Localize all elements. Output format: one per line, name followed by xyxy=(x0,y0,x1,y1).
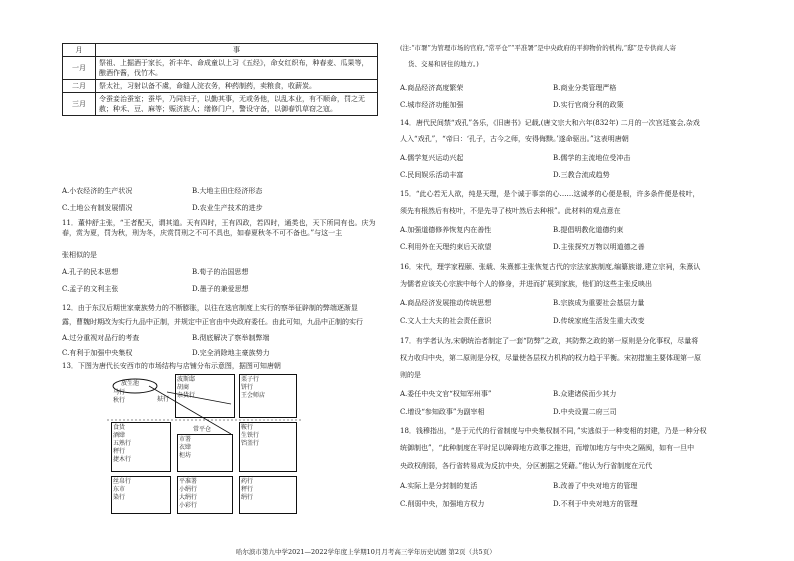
q13-option-a: A.商品经济高度繁荣 xyxy=(400,84,464,92)
map-label: 捷木行 xyxy=(113,456,132,463)
table-row xyxy=(63,57,378,80)
q11-option-a: A.孔子的民本思想 xyxy=(62,268,119,276)
map-label: 鞍行 xyxy=(241,424,254,431)
q16-stem: 16．宋代，理学家程颐、张载、朱熹都主张恢复古代的宗法家族制度,编纂族谱,建立宗祠，朱熹认 xyxy=(400,263,701,271)
q14-stem-line2: 人入“戏孔”，“帝曰：‘孔子，古今之师，安得侮黩。’遂命驱出。”这表明唐朝 xyxy=(400,135,629,143)
q18-stem-line3: 央政权削弱，各行省转易成为反抗中央，分区割据之凭藉。”他认为行省制度在元代 xyxy=(400,462,653,470)
q13-option-d: D.实行官商分利的政策 xyxy=(553,101,624,109)
map-block-9 xyxy=(177,434,233,472)
q17-stem: 17．有学者认为,宋朝统治者制定了一套“防弊”之政，其防弊之政的第一原则是分化事权，尽量将 xyxy=(400,337,699,345)
map-label: 小绢行 xyxy=(179,486,198,493)
map-block-10 xyxy=(239,422,297,472)
q13-note-line2: 货、交易和居住的地方。) xyxy=(408,60,479,68)
table-header-month: 月 xyxy=(63,44,96,57)
q11-option-d: D.墨子的兼爱思想 xyxy=(192,285,249,293)
q14-option-b: B.儒学的主流地位受冲击 xyxy=(553,154,631,162)
map-block-13 xyxy=(239,476,297,514)
q10-option-c: C.土地公有制发展情况 xyxy=(62,204,133,212)
table-cell-event: 祭祖、上掘酒于家长，祈丰年、命成童以上习《五经》，命女红织布，种春麦、瓜果等，酿酒作酱，伐竹木。 xyxy=(96,57,378,80)
q15-option-a: A.加强道德修养恢复内在善性 xyxy=(400,226,492,234)
q11-option-b: B.荀子的治国思想 xyxy=(192,268,249,276)
market-map xyxy=(107,374,301,514)
q12-option-c: C.有利于加强中央集权 xyxy=(62,349,133,357)
q14-option-a: A.儒学复兴运动兴起 xyxy=(400,154,464,162)
table-row xyxy=(63,80,378,93)
q17-option-a: A.委任中央文官“权知军州事” xyxy=(400,390,492,398)
q14-option-c: C.民间娱乐活动丰富 xyxy=(400,171,464,179)
q17-stem-line2: 权力收归中央，第二原则是分权，尽量使各层权力机构的权力趋于平衡。宋初措施主要体现第一原 xyxy=(400,354,701,362)
map-label: 饼行 xyxy=(241,384,254,391)
map-label: 东市 xyxy=(113,486,126,493)
table-header-event: 事 xyxy=(96,44,378,57)
q12-option-a: A.过分重视对品行的考查 xyxy=(62,334,140,342)
map-label: 铛釜行 xyxy=(241,440,260,447)
map-label: 平准署 xyxy=(179,478,198,485)
q11-option-c: C.孟子的文利主张 xyxy=(62,285,119,293)
map-label: 市署 xyxy=(179,436,192,443)
table-cell-event: 令蚕妾治蚕室；蚕毕，乃同妇子，以勤其事，无或务他，以乱本业，有不顺命，罚之无赦；种禾、豆、麻等；赈济族人；缮修门户，警设守备，以御春饥草窃之寇。 xyxy=(96,93,378,116)
map-label: 王会师店 xyxy=(241,392,266,399)
q14-option-d: D.三教合流成趋势 xyxy=(553,171,610,179)
q18-option-c: C.削弱中央，加强地方权力 xyxy=(400,500,485,508)
q15-stem-line2: 须先有根然后有枝叶，不是先寻了枝叶然后去种根”。此材料的观点意在 xyxy=(400,207,621,215)
q15-stem: 15．“此心若无人欲，纯是天理，是个诚于事亲的心……这诚孝的心便是根，许多条件便是枝叶， xyxy=(400,190,700,198)
map-label: 丝帛行 xyxy=(113,478,132,485)
map-label: 麸行 xyxy=(157,396,170,403)
map-block-12 xyxy=(177,476,233,514)
q11-stem-end: 张相似的是 xyxy=(62,251,97,259)
map-label: 染行 xyxy=(113,494,126,501)
q18-option-b: B.改善了中央对地方的管理 xyxy=(553,482,638,490)
q16-option-d: D.传统家庭生活发生重大改变 xyxy=(553,317,645,325)
map-label: 酒肆 xyxy=(113,432,126,439)
map-label: 药行 xyxy=(241,478,254,485)
table-cell-month: 一月 xyxy=(63,57,96,80)
map-label: 衣肆 xyxy=(179,444,192,451)
map-label: 胡商 xyxy=(177,384,190,391)
q18-stem-line2: 统御制也”，“此种制度在平时足以障碍地方政事之推进，而增加地方与中央之隔阂，如有一旦中 xyxy=(400,444,695,452)
q10-option-d: D.农业生产技术的进步 xyxy=(192,204,263,212)
q18-stem: 18．钱穆指出，“是于元代的行省制度与中央集权制不同，”实逃似于一种变相的封建，乃是一种分权 xyxy=(400,427,707,435)
map-label: 秤行 xyxy=(241,486,254,493)
table-cell-month: 三月 xyxy=(63,93,96,116)
table-cell-event: 祭太社，习射以备不虞，命缝人浣衣务，种药制药，卖粮食，收薪炭。 xyxy=(96,80,378,93)
map-label: 五熟行 xyxy=(113,440,132,447)
map-block-6 xyxy=(239,374,297,418)
q16-option-c: C.文人士大夫的社会责任意识 xyxy=(400,317,492,325)
map-label: 生铁行 xyxy=(241,432,260,439)
q17-option-c: C.增设“参知政事”为副宰相 xyxy=(400,408,485,416)
q17-option-d: D.中央设置二府三司 xyxy=(553,408,617,416)
q10-option-a: A.小农经济的生产状况 xyxy=(62,187,133,195)
q12-stem: 12．由于东汉后期世家豪族势力的不断膨胀，以往在选官制度上实行的察举征辟制的弊端逐渐显 xyxy=(62,304,358,312)
q13-option-c: C.城市经济功能加强 xyxy=(400,101,464,109)
q18-option-d: D.不利于中央对地方的管理 xyxy=(553,500,638,508)
q16-option-b: B.宗族成为重要社会基层力量 xyxy=(553,299,645,307)
q18-option-a: A.实际上是分封制的复活 xyxy=(400,482,478,490)
map-label: 柜坊 xyxy=(179,452,192,459)
q17-option-b: B.众建诸侯而少其力 xyxy=(553,390,617,398)
q13-stem: 13．下图为唐代长安西市的市场结构与店铺分布示意图，据图可知唐朝 xyxy=(62,362,281,370)
map-block-8 xyxy=(111,422,171,472)
q15-option-b: B.提倡明教化道德约束 xyxy=(553,226,624,234)
q15-option-c: C.利用外在天理约束后天欲望 xyxy=(400,243,492,251)
map-label: 秋行 xyxy=(113,397,126,404)
q12-stem-line2: 露，曹魏时期改为实行九品中正制，并规定中正官由中央政府委任。由此可知，九品中正制的实行 xyxy=(62,318,363,326)
q17-stem-line3: 则的是 xyxy=(400,371,421,379)
q16-option-a: A.商品经济发展推动传统思想 xyxy=(400,299,492,307)
calendar-table xyxy=(62,43,378,116)
map-label: 马行 xyxy=(113,389,126,396)
q13-option-b: B.商业分类管理严格 xyxy=(553,84,617,92)
map-label: 大绢行 xyxy=(179,494,198,501)
map-block-4 xyxy=(175,374,235,418)
map-label: 常平仓 xyxy=(193,426,212,433)
q12-option-b: B.彻底解决了察举制弊端 xyxy=(192,334,270,342)
q15-option-d: D.主张探究万物以明道德之善 xyxy=(553,243,645,251)
map-label: 秤行 xyxy=(113,448,126,455)
table-row xyxy=(63,93,378,116)
map-label: 杂货行 xyxy=(177,392,196,399)
q16-stem-line2: 为儒者应该关心宗族中每个人的修身，并进而扩展到家族，他们的这些主张反映出 xyxy=(400,280,652,288)
page-footer: 哈尔滨市第九中学2021—2022学年度上学期10月月考高三学年历史试题 第2页（共5页） xyxy=(236,548,496,556)
map-label: 放生池 xyxy=(121,380,140,387)
map-label: 波斯邸 xyxy=(177,376,196,383)
q12-option-d: D.完全消除地主豪族势力 xyxy=(192,349,270,357)
map-label: 绢行 xyxy=(241,494,254,501)
q13-note: (注:“市署”为管理市场的官府,“常平仓”“平准署”是中央政府的平抑物价的机构,“邸”是专供商人寄 xyxy=(400,44,676,52)
q14-stem: 14．唐代民间禁“戏孔”各乐，《旧唐书》记载,(唐文宗大和六年(832年) 二月的一次宫廷宴会,杂戏 xyxy=(400,119,700,127)
map-label: 食货 xyxy=(113,424,126,431)
map-label: 栗子行 xyxy=(241,376,260,383)
q11-stem: 11．董仲舒主张，“王者配天，谓其道。天有四时，王有四政，若四时，通类也，天下所同有也。庆为春，赏为夏，罚为秋，刑为冬，庆赏罚刑之不可不具也，如春夏秋冬不可不备也。”与这一主 xyxy=(62,219,376,237)
map-block-11 xyxy=(111,476,171,514)
table-cell-month: 二月 xyxy=(63,80,96,93)
q10-option-b: B.大地主田庄经济形态 xyxy=(192,187,263,195)
map-label: 小彩行 xyxy=(179,502,198,509)
